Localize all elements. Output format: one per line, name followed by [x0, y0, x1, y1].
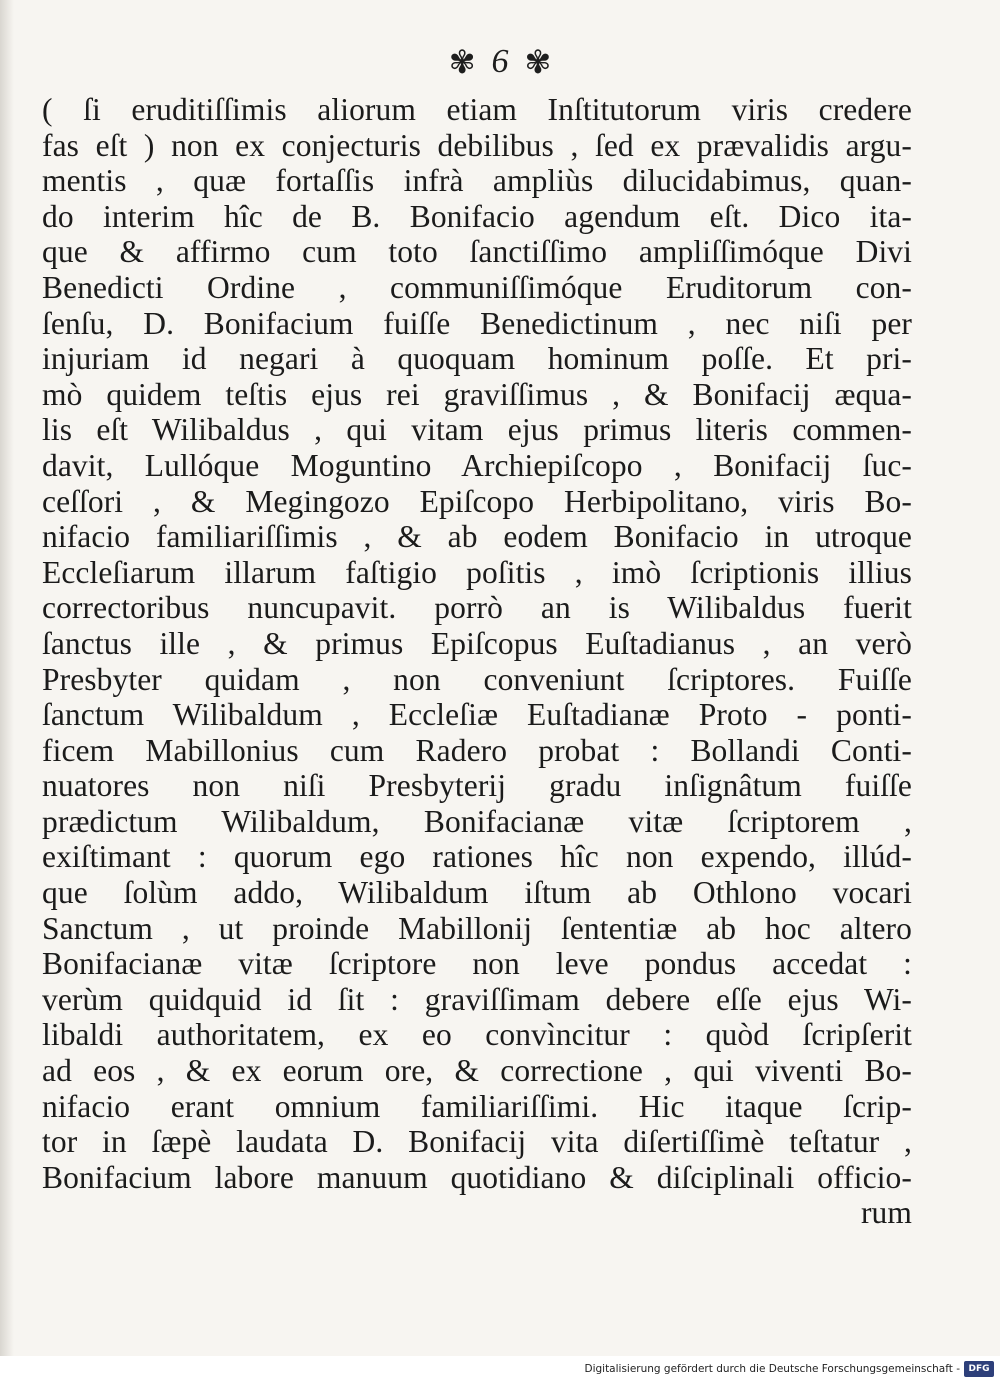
text-line: verùm quidquid id ſit : graviſſimam debere eſſe ejus Wi-: [42, 981, 912, 1017]
dfg-logo-icon: DFG: [964, 1361, 994, 1377]
text-line: Bonifacianæ vitæ ſcriptore non leve pondus accedat :: [42, 946, 912, 982]
text-line: ſanctum Wilibaldum , Eccleſiæ Euſtadianæ Proto - ponti-: [42, 697, 912, 733]
page-header: [0, 40, 1000, 84]
text-line: que ſolùm addo, Wilibaldum iſtum ab Othlono vocari: [42, 875, 912, 911]
text-line: que & affirmo cum toto ſanctiſſimo ampliſſimóque Divi: [42, 234, 912, 270]
text-line: ( ſi eruditiſſimis aliorum etiam Inſtitutorum viris credere: [42, 92, 912, 127]
text-line: nuatores non niſi Presbyterij gradu inſignâtum fuiſſe: [42, 768, 912, 804]
text-line: libaldi authoritatem, ex eo convìncitur : quòd ſcripſerit: [42, 1017, 912, 1053]
text-line: ficem Mabillonius cum Radero probat : Bollandi Conti-: [42, 732, 912, 768]
text-line: lis eſt Wilibaldus , qui vitam ejus primus literis commen-: [42, 412, 912, 448]
page-number: 6: [491, 43, 509, 80]
text-line: ad eos , & ex eorum ore, & correctione , qui viventi Bo-: [42, 1053, 912, 1089]
text-line: mò quidem teſtis ejus rei graviſſimus , & Bonifacij æqua-: [42, 376, 912, 412]
catchword: rum: [860, 1195, 912, 1231]
text-line: Eccleſiarum illarum faſtigio poſitis , imò ſcriptionis illius: [42, 554, 912, 590]
text-line: Bonifacium labore manuum quotidiano & diſciplinali officio-: [42, 1159, 912, 1195]
text-line: do interim hîc de B. Bonifacio agendum eſt. Dico ita-: [42, 198, 912, 234]
text-line: ceſſori , & Megingozo Epiſcopo Herbipolitano, viris Bo-: [42, 483, 912, 519]
text-line: injuriam id negari à quoquam hominum poſſe. Et pri-: [42, 341, 912, 377]
body-text: [42, 92, 912, 1231]
flower-ornament-icon: ✾: [448, 43, 476, 81]
flower-ornament-icon: ✾: [524, 43, 552, 81]
footer-credit: Digitalisierung gefördert durch die Deutsche Forschungsgemeinschaft -: [584, 1362, 960, 1375]
text-line: mentis , quæ fortaſſis infrà ampliùs dilucidabimus, quan-: [42, 163, 912, 199]
text-line: prædictum Wilibaldum, Bonifacianæ vitæ ſcriptorem ,: [42, 803, 912, 839]
digitization-footer: [0, 1356, 1000, 1381]
text-line: davit, Lullóque Moguntino Archiepiſcopo , Bonifacij ſuc-: [42, 447, 912, 483]
text-line: fas eſt ) non ex conjecturis debilibus , ſed ex prævalidis argu-: [42, 127, 912, 163]
text-line: nifacio familiariſſimis , & ab eodem Bonifacio in utroque: [42, 519, 912, 555]
text-line: nifacio erant omnium familiariſſimi. Hic itaque ſcrip-: [42, 1088, 912, 1124]
text-line: exiſtimant : quorum ego rationes hîc non expendo, illúd-: [42, 839, 912, 875]
text-line: Presbyter quidam , non conveniunt ſcriptores. Fuiſſe: [42, 661, 912, 697]
page-binding-edge: [0, 0, 14, 1356]
text-line: Benedicti Ordine , communiſſimóque Eruditorum con-: [42, 269, 912, 305]
text-line: ſenſu, D. Bonifacium fuiſſe Benedictinum , nec niſi per: [42, 305, 912, 341]
text-line: tor in ſæpè laudata D. Bonifacij vita diſertiſſimè teſtatur ,: [42, 1124, 912, 1160]
text-line: Sanctum , ut proinde Mabillonij ſententiæ ab hoc altero: [42, 910, 912, 946]
text-line: ſanctus ille , & primus Epiſcopus Euſtadianus , an verò: [42, 625, 912, 661]
text-line: correctoribus nuncupavit. porrò an is Wilibaldus fuerit: [42, 590, 912, 626]
